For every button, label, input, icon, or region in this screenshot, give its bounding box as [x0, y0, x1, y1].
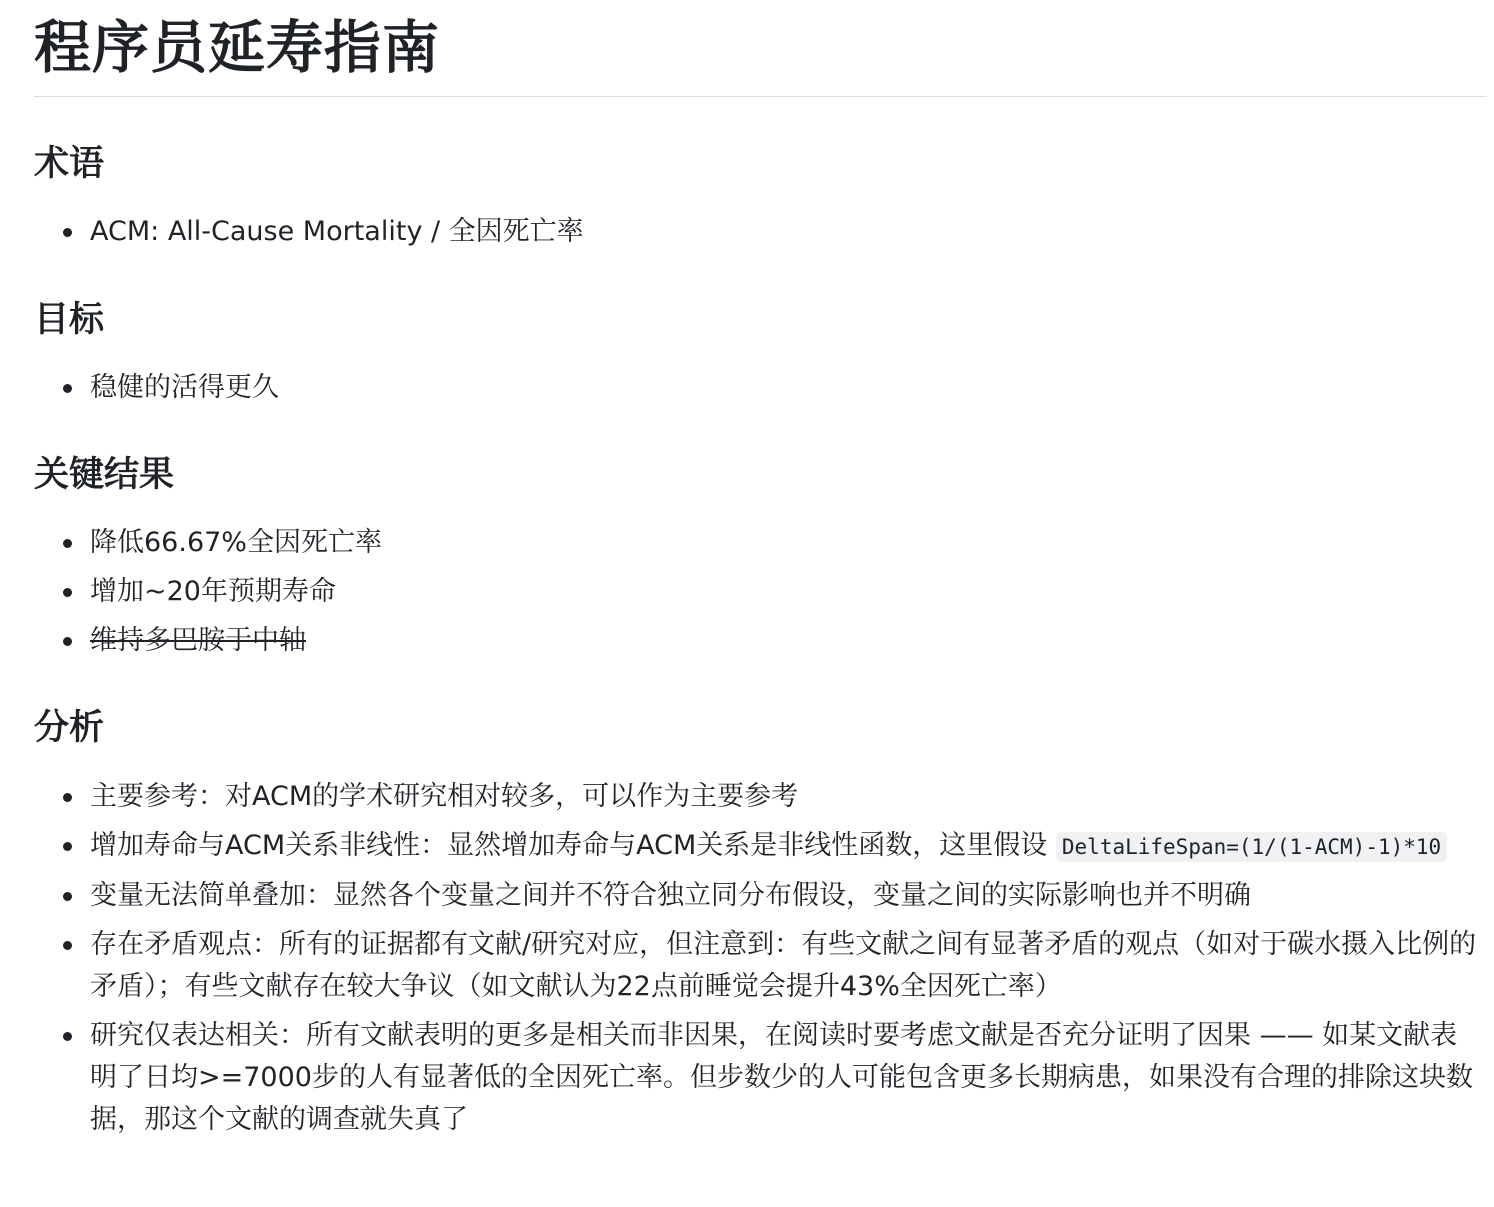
list-item: 研究仅表达相关：所有文献表明的更多是相关而非因果，在阅读时要考虑文献是否充分证明了因果 —— 如某文献表明了日均>=7000步的人有显著低的全因死亡率。但步数少的人可能包含更多长期病患，如果没有合理的排除这块数据，那这个文献的调查就失真了 [0, 1015, 1494, 1141]
list-item-text: 增加寿命与ACM关系非线性：显然增加寿命与ACM关系是非线性函数，这里假设 [90, 830, 1048, 861]
section-heading-goal: 目标 [34, 300, 105, 340]
formula-code: DeltaLifeSpan=(1/(1-ACM)-1)*10 [1056, 832, 1447, 862]
page-title: 程序员延寿指南 [34, 15, 440, 81]
section-heading-key-results: 关键结果 [34, 455, 175, 495]
list-item: 增加~20年预期寿命 [0, 571, 1494, 613]
list-item: 存在矛盾观点：所有的证据都有文献/研究对应，但注意到：有些文献之间有显著矛盾的观点（如对于碳水摄入比例的矛盾）；有些文献存在较大争议（如文献认为22点前睡觉会提升43%全因死亡率） [0, 924, 1494, 1008]
terms-list [0, 211, 1494, 260]
key-results-list [0, 522, 1494, 669]
analysis-list [0, 776, 1494, 1148]
list-item: 降低66.67%全因死亡率 [0, 522, 1494, 564]
list-item: ACM: All-Cause Mortality / 全因死亡率 [0, 211, 1494, 253]
list-item: 变量无法简单叠加：显然各个变量之间并不符合独立同分布假设，变量之间的实际影响也并不明确 [0, 875, 1494, 917]
list-item: 稳健的活得更久 [0, 367, 1494, 409]
list-item-with-code [0, 825, 1494, 868]
section-heading-terms: 术语 [34, 144, 105, 184]
list-item-struck: 维持多巴胺于中轴 [0, 620, 1494, 662]
list-item: 主要参考：对ACM的学术研究相对较多，可以作为主要参考 [0, 776, 1494, 818]
section-heading-analysis: 分析 [34, 708, 105, 748]
goal-list [0, 367, 1494, 416]
title-divider [34, 96, 1487, 97]
